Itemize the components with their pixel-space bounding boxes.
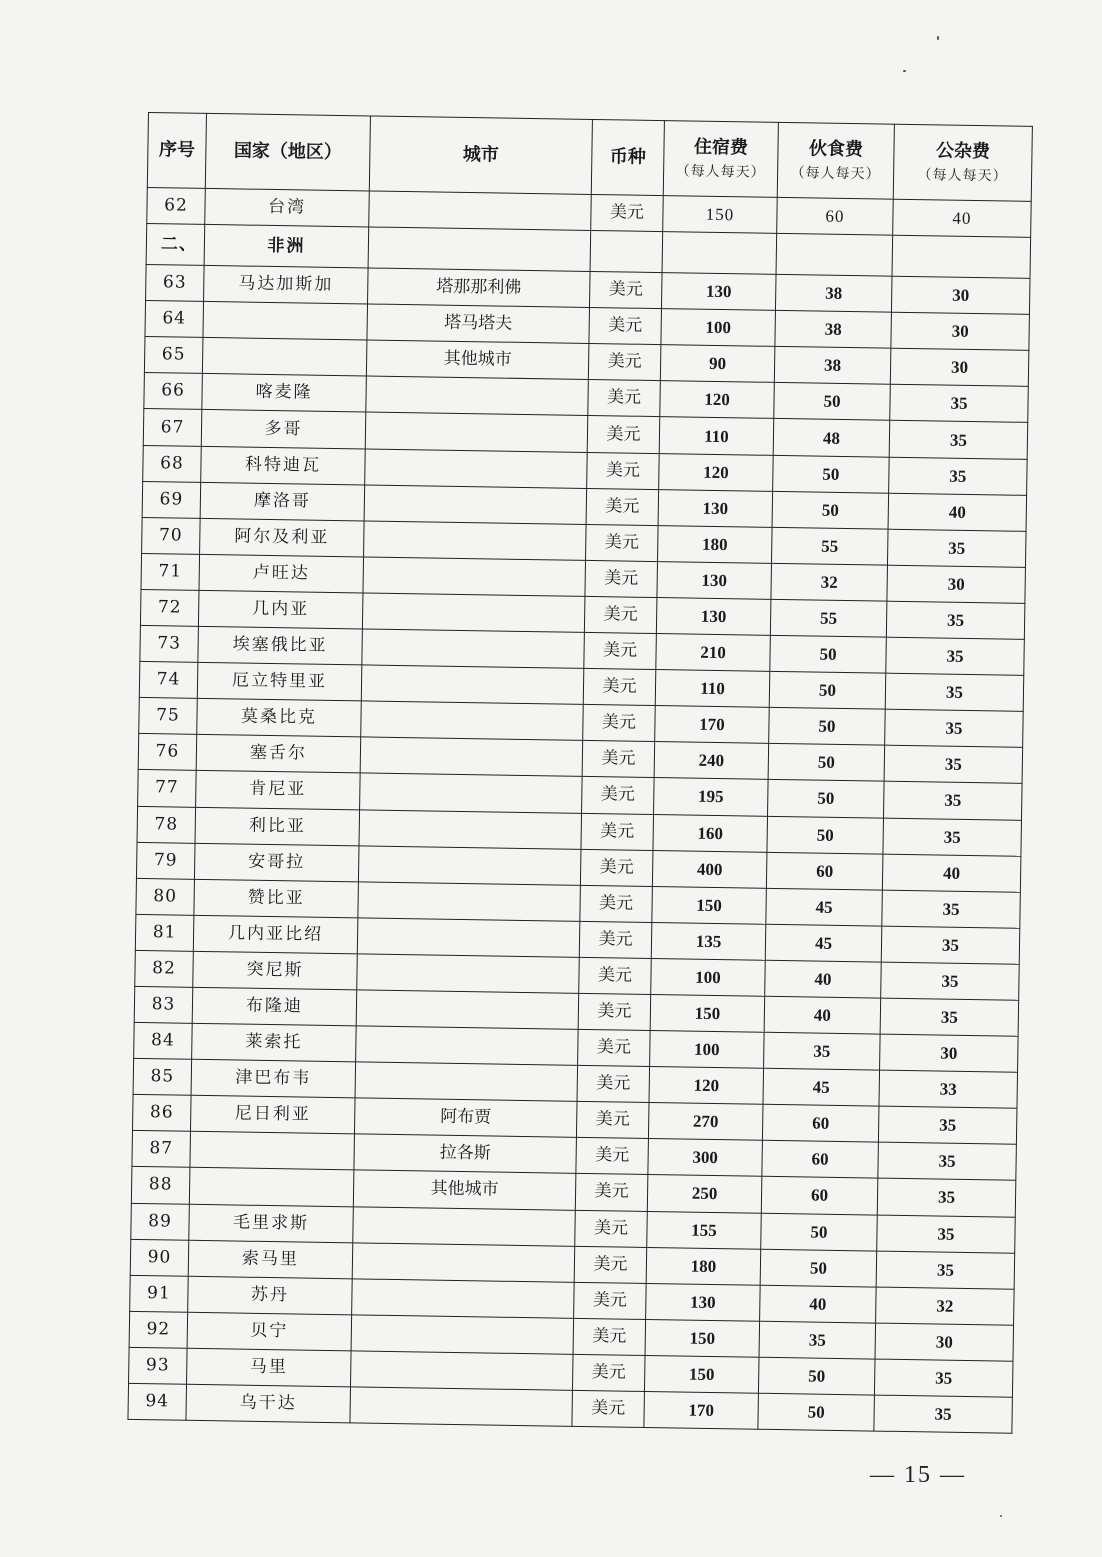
cell-city (350, 1387, 573, 1427)
header-meals: 伙食费 （每人每天） (777, 122, 894, 199)
cell-currency: 美元 (578, 993, 651, 1030)
cell-currency: 美元 (576, 1102, 649, 1139)
cell-country: 卢旺达 (199, 554, 364, 593)
cell-currency: 美元 (588, 380, 661, 417)
cell-lodging: 250 (647, 1175, 762, 1213)
cell-lodging: 180 (646, 1247, 761, 1285)
cell-currency: 美元 (589, 272, 662, 309)
cell-index: 66 (144, 373, 203, 410)
cell-lodging: 90 (660, 345, 775, 383)
cell-index: 87 (132, 1131, 191, 1168)
cell-currency: 美元 (588, 344, 661, 381)
header-misc-sub: （每人每天） (917, 167, 1008, 185)
cell-city (365, 412, 588, 452)
cell-city (357, 918, 580, 958)
cell-city (360, 773, 583, 813)
cell-city (355, 1062, 578, 1102)
cell-index: 86 (132, 1095, 191, 1132)
cell-city (364, 485, 587, 525)
cell-currency: 美元 (589, 308, 662, 345)
cell-misc: 33 (879, 1070, 1018, 1108)
cell-city (362, 593, 585, 633)
cell-index: 76 (138, 734, 197, 771)
cell-meals: 60 (762, 1141, 879, 1179)
cell-city: 其他城市 (353, 1170, 576, 1210)
cell-misc: 35 (883, 818, 1022, 856)
cell-currency: 美元 (580, 849, 653, 886)
cell-country: 多哥 (201, 410, 366, 449)
cell-currency: 美元 (591, 194, 664, 231)
header-country: 国家（地区） (205, 113, 370, 191)
cell-city: 阿布贾 (354, 1098, 577, 1138)
cell-misc: 35 (886, 601, 1025, 639)
cell-city: 拉各斯 (354, 1134, 577, 1174)
cell-index: 83 (134, 986, 193, 1023)
scan-speck (1000, 1515, 1002, 1517)
cell-country: 埃塞俄比亚 (198, 626, 363, 665)
cell-misc: 32 (876, 1287, 1015, 1325)
cell-city: 塔马塔夫 (367, 304, 590, 344)
empty-cell (776, 233, 893, 276)
cell-misc: 30 (887, 565, 1026, 603)
cell-lodging: 240 (654, 742, 769, 780)
cell-city (356, 990, 579, 1030)
header-row (147, 113, 1032, 202)
cell-lodging: 100 (661, 309, 776, 347)
cell-index: 63 (146, 265, 205, 302)
cell-country: 布隆迪 (192, 987, 357, 1026)
section-index: 二、 (146, 224, 205, 266)
cell-misc: 35 (882, 890, 1021, 928)
cell-city (358, 882, 581, 922)
cell-currency: 美元 (582, 741, 655, 778)
cell-lodging: 210 (656, 634, 771, 672)
cell-currency: 美元 (574, 1246, 647, 1283)
cell-misc: 35 (877, 1215, 1016, 1253)
cell-meals: 60 (761, 1177, 878, 1215)
cell-country: 几内亚 (198, 590, 363, 629)
cell-currency: 美元 (572, 1390, 645, 1427)
cell-lodging: 150 (650, 994, 765, 1032)
cell-misc: 35 (876, 1251, 1015, 1289)
cell-index: 74 (139, 662, 198, 699)
header-currency: 币种 (591, 119, 664, 195)
cell-country: 阿尔及利亚 (200, 518, 365, 557)
cell-misc: 40 (882, 854, 1021, 892)
cell-misc: 35 (889, 457, 1028, 495)
cell-index: 64 (145, 301, 204, 338)
cell-meals: 50 (773, 455, 890, 493)
cell-misc: 35 (878, 1142, 1017, 1180)
cell-country: 贝宁 (187, 1312, 352, 1351)
cell-lodging: 150 (652, 886, 767, 924)
cell-misc: 35 (885, 709, 1024, 747)
cell-misc: 30 (891, 312, 1030, 350)
cell-lodging: 150 (645, 1319, 760, 1357)
cell-lodging: 130 (661, 273, 776, 311)
cell-misc: 35 (889, 421, 1028, 459)
cell-meals: 32 (771, 563, 888, 601)
cell-meals: 45 (766, 888, 883, 926)
cell-lodging: 300 (648, 1139, 763, 1177)
cell-meals: 55 (770, 599, 887, 637)
cell-meals: 38 (775, 311, 892, 349)
cell-lodging: 130 (646, 1283, 761, 1321)
empty-cell (368, 227, 591, 271)
cell-misc: 35 (886, 637, 1025, 675)
cell-meals: 38 (774, 347, 891, 385)
cell-meals: 50 (772, 491, 889, 529)
cell-lodging: 195 (654, 778, 769, 816)
cell-misc: 35 (887, 529, 1026, 567)
cell-currency: 美元 (587, 416, 660, 453)
cell-misc: 30 (875, 1323, 1014, 1361)
cell-city (357, 954, 580, 994)
cell-currency: 美元 (579, 921, 652, 958)
page-number: — 15 — (870, 1462, 966, 1488)
cell-currency: 美元 (586, 524, 659, 561)
cell-currency: 美元 (587, 452, 660, 489)
cell-city: 塔那那利佛 (368, 268, 591, 308)
cell-index: 82 (135, 950, 194, 987)
cell-index: 72 (140, 589, 199, 626)
cell-country: 科特迪瓦 (201, 446, 366, 485)
cell-city (358, 845, 581, 885)
cell-meals: 35 (764, 1032, 881, 1070)
cell-meals: 48 (773, 419, 890, 457)
cell-country: 尼日利亚 (190, 1096, 355, 1135)
cell-index: 81 (135, 914, 194, 951)
cell-meals: 50 (769, 708, 886, 746)
cell-lodging: 270 (648, 1103, 763, 1141)
cell-country: 几内亚比绍 (193, 915, 358, 954)
header-lodging: 住宿费 （每人每天） (663, 121, 778, 198)
cell-country: 苏丹 (188, 1276, 353, 1315)
cell-misc: 35 (880, 998, 1019, 1036)
cell-meals: 50 (774, 383, 891, 421)
cell-currency: 美元 (580, 885, 653, 922)
cell-lodging: 100 (651, 958, 766, 996)
cell-country: 肯尼亚 (196, 771, 361, 810)
cell-country: 突尼斯 (193, 951, 358, 990)
header-misc: 公杂费 （每人每天） (893, 124, 1032, 201)
cell-currency: 美元 (584, 632, 657, 669)
header-meals-sub: （每人每天） (790, 165, 881, 183)
cell-misc: 35 (874, 1359, 1013, 1397)
empty-cell (590, 231, 663, 273)
cell-city (361, 665, 584, 705)
cell-city (362, 629, 585, 669)
cell-lodging: 170 (655, 706, 770, 744)
cell-country: 塞舌尔 (196, 735, 361, 774)
cell-meals: 50 (768, 744, 885, 782)
cell-index: 85 (133, 1059, 192, 1096)
cell-currency: 美元 (573, 1318, 646, 1355)
cell-city (364, 521, 587, 561)
cell-index: 70 (142, 517, 201, 554)
cell-misc: 35 (890, 385, 1029, 423)
cell-currency: 美元 (575, 1174, 648, 1211)
cell-meals: 50 (760, 1249, 877, 1287)
header-lodging-sub: （每人每天） (675, 163, 766, 181)
cell-index: 80 (136, 878, 195, 915)
cell-lodging: 100 (650, 1031, 765, 1069)
cell-city (365, 449, 588, 489)
cell-country: 安哥拉 (194, 843, 359, 882)
cell-index: 78 (137, 806, 196, 843)
cell-lodging: 130 (657, 561, 772, 599)
cell-lodging: 180 (658, 525, 773, 563)
cell-index: 67 (143, 409, 202, 446)
cell-country: 马里 (187, 1348, 352, 1387)
cell-city (361, 701, 584, 741)
cell-country: 赞比亚 (194, 879, 359, 918)
cell-country: 莫桑比克 (197, 699, 362, 738)
cell-index: 69 (142, 481, 201, 518)
cell-meals: 50 (767, 816, 884, 854)
cell-lodging: 120 (659, 453, 774, 491)
cell-city (366, 376, 589, 416)
cell-city (353, 1206, 576, 1246)
cell-index: 91 (130, 1275, 189, 1312)
cell-country: 索马里 (188, 1240, 353, 1279)
cell-index: 94 (128, 1383, 187, 1420)
cell-currency: 美元 (576, 1138, 649, 1175)
cell-city (359, 809, 582, 849)
cell-misc: 35 (874, 1395, 1013, 1433)
cell-country (189, 1168, 354, 1207)
cell-misc: 35 (884, 782, 1023, 820)
cell-currency: 美元 (583, 669, 656, 706)
cell-currency: 美元 (585, 560, 658, 597)
cell-meals: 50 (770, 635, 887, 673)
cell-meals: 50 (758, 1393, 875, 1431)
cell-city (363, 557, 586, 597)
cell-currency: 美元 (572, 1354, 645, 1391)
cell-city: 其他城市 (366, 340, 589, 380)
cell-country (190, 1132, 355, 1171)
cell-country: 摩洛哥 (200, 482, 365, 521)
cell-index: 84 (134, 1022, 193, 1059)
cell-city (351, 1315, 574, 1355)
cell-misc: 30 (891, 276, 1030, 314)
cell-lodging: 155 (647, 1211, 762, 1249)
cell-country: 津巴布韦 (191, 1059, 356, 1098)
empty-cell (892, 235, 1031, 278)
cell-currency: 美元 (578, 1029, 651, 1066)
cell-city (351, 1351, 574, 1391)
cell-country (202, 338, 367, 377)
cell-lodging: 150 (663, 196, 778, 234)
cell-index: 68 (143, 445, 202, 482)
cell-country: 马达加斯加 (204, 265, 369, 304)
cell-meals: 35 (759, 1321, 876, 1359)
cell-country: 莱索托 (192, 1023, 357, 1062)
cell-index: 73 (140, 625, 199, 662)
cell-currency: 美元 (579, 957, 652, 994)
cell-index: 93 (129, 1347, 188, 1384)
cell-misc: 35 (885, 673, 1024, 711)
cell-lodging: 170 (644, 1391, 759, 1429)
cell-index: 77 (138, 770, 197, 807)
cell-lodging: 160 (653, 814, 768, 852)
cell-lodging: 400 (652, 850, 767, 888)
allowance-table (127, 112, 1032, 1434)
cell-meals: 60 (777, 197, 894, 235)
cell-lodging: 130 (658, 489, 773, 527)
cell-misc: 40 (888, 493, 1027, 531)
section-title: 非洲 (204, 224, 369, 268)
cell-meals: 60 (762, 1105, 879, 1143)
cell-misc: 35 (881, 926, 1020, 964)
cell-currency: 美元 (581, 813, 654, 850)
cell-lodging: 130 (656, 597, 771, 635)
cell-meals: 60 (766, 852, 883, 890)
cell-country: 喀麦隆 (202, 374, 367, 413)
cell-meals: 55 (771, 527, 888, 565)
cell-meals: 50 (758, 1357, 875, 1395)
cell-lodging: 120 (660, 381, 775, 419)
cell-city (356, 1026, 579, 1066)
cell-misc: 35 (877, 1179, 1016, 1217)
cell-meals: 50 (761, 1213, 878, 1251)
cell-misc: 35 (878, 1106, 1017, 1144)
cell-index: 65 (144, 337, 203, 374)
cell-lodging: 135 (651, 922, 766, 960)
cell-city (352, 1279, 575, 1319)
cell-misc: 30 (880, 1034, 1019, 1072)
cell-currency: 美元 (586, 488, 659, 525)
cell-index: 92 (129, 1311, 188, 1348)
cell-misc: 35 (881, 962, 1020, 1000)
cell-meals: 50 (769, 671, 886, 709)
cell-country: 利比亚 (195, 807, 360, 846)
scan-speck (937, 36, 939, 40)
table-body (128, 187, 1031, 1433)
cell-currency: 美元 (583, 705, 656, 742)
cell-meals: 40 (764, 996, 881, 1034)
cell-lodging: 110 (659, 417, 774, 455)
cell-index: 88 (131, 1167, 190, 1204)
cell-index: 89 (131, 1203, 190, 1240)
cell-meals: 45 (763, 1068, 880, 1106)
cell-currency: 美元 (574, 1282, 647, 1319)
cell-index: 62 (147, 187, 206, 224)
cell-country: 台湾 (205, 188, 370, 227)
cell-meals: 45 (765, 924, 882, 962)
cell-country: 毛里求斯 (189, 1204, 354, 1243)
empty-cell (662, 232, 777, 275)
scan-speck (903, 70, 906, 72)
cell-currency: 美元 (575, 1210, 648, 1247)
cell-index: 71 (141, 553, 200, 590)
cell-meals: 40 (760, 1285, 877, 1323)
header-city: 城市 (369, 116, 592, 194)
cell-lodging: 150 (644, 1355, 759, 1393)
cell-misc: 35 (884, 745, 1023, 783)
cell-country: 乌干达 (186, 1384, 351, 1423)
cell-meals: 38 (775, 274, 892, 312)
cell-index: 79 (136, 842, 195, 879)
cell-lodging: 110 (655, 670, 770, 708)
cell-city (352, 1242, 575, 1282)
cell-lodging: 120 (649, 1067, 764, 1105)
header-index: 序号 (147, 113, 206, 189)
cell-country (203, 302, 368, 341)
cell-currency: 美元 (577, 1066, 650, 1103)
cell-city (360, 737, 583, 777)
cell-misc: 40 (893, 199, 1032, 237)
cell-city (369, 191, 592, 231)
cell-misc: 30 (890, 348, 1029, 386)
cell-index: 75 (139, 698, 198, 735)
cell-currency: 美元 (584, 596, 657, 633)
cell-meals: 40 (765, 960, 882, 998)
cell-index: 90 (130, 1239, 189, 1276)
cell-meals: 50 (768, 780, 885, 818)
cell-currency: 美元 (582, 777, 655, 814)
cell-country: 厄立特里亚 (197, 662, 362, 701)
